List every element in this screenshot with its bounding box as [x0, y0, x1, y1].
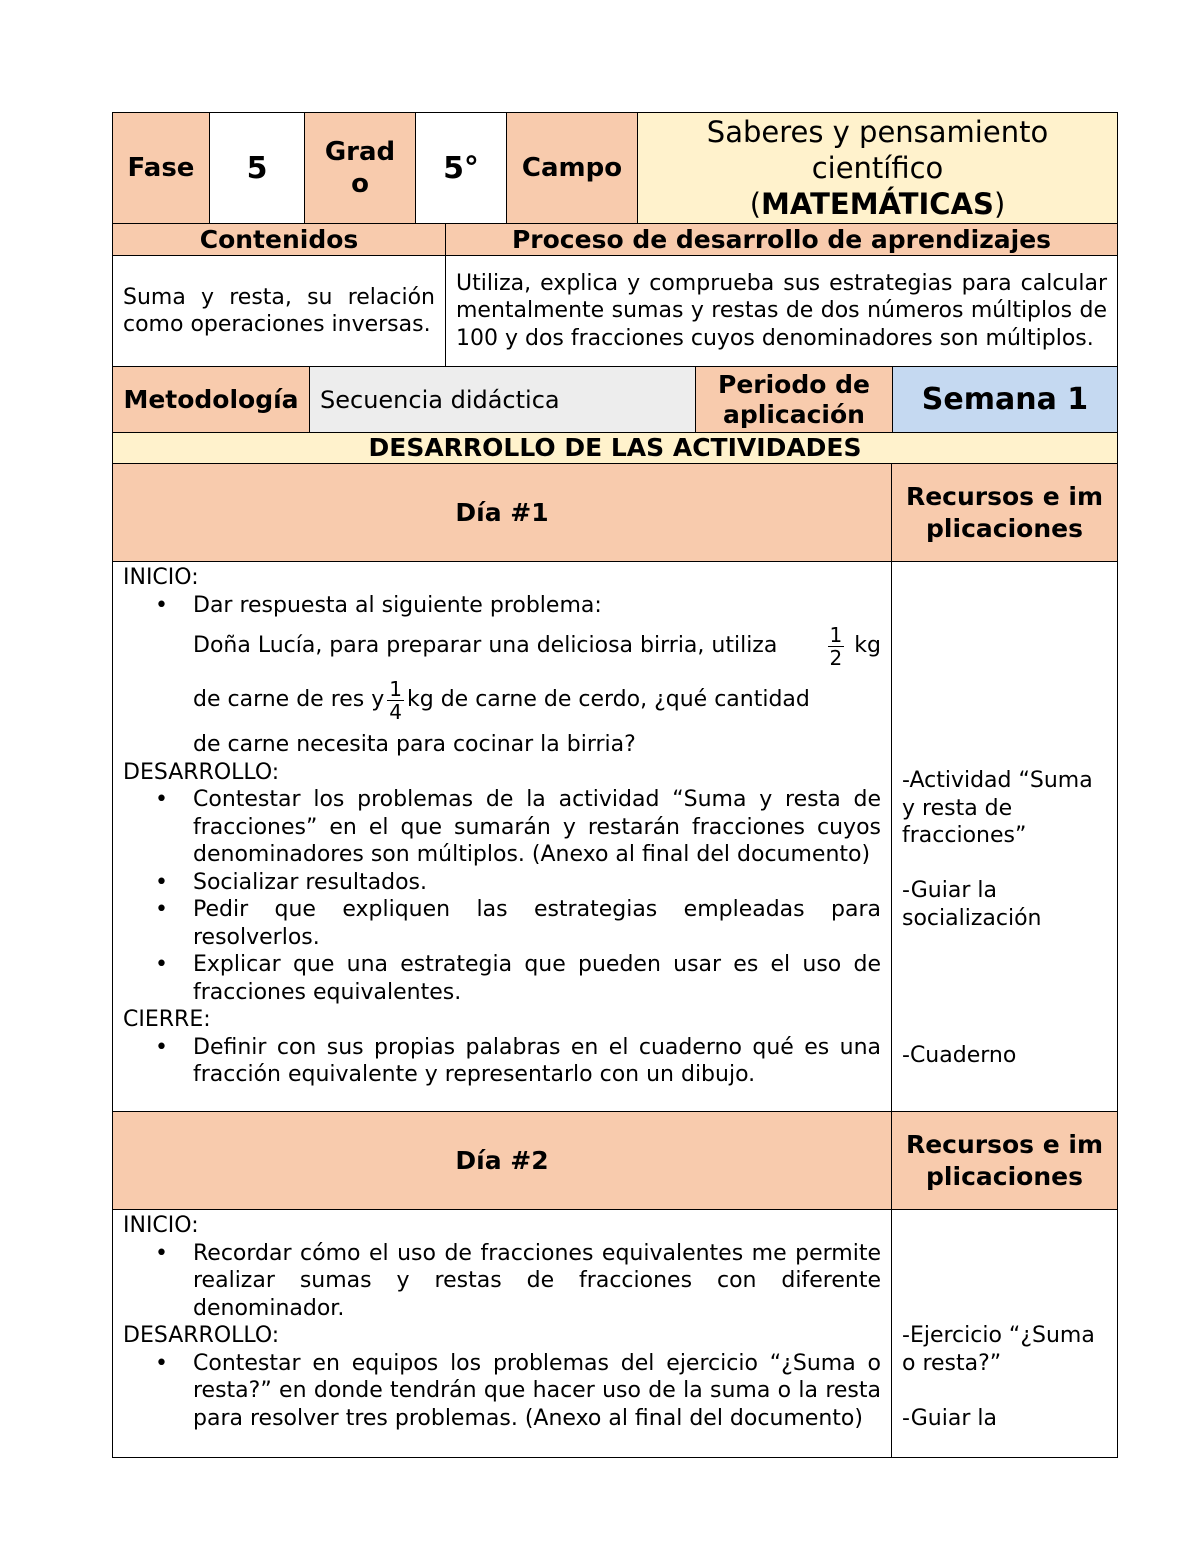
list-item: • Explicar que una estrategia que pueden usar es el uso de fracciones equivalentes. [193, 951, 881, 1006]
campo-subject: MATEMÁTICAS [761, 187, 994, 221]
list-item: • Dar respuesta al siguiente problema: [193, 592, 881, 620]
day2-content [113, 1210, 892, 1458]
day2-recursos [892, 1210, 1118, 1458]
frac1-num: 1 [829, 622, 843, 647]
desarrollo-title: DESARROLLO DE LAS ACTIVIDADES [113, 433, 1118, 464]
pda-header: Proceso de desarrollo de aprendizajes [446, 224, 1118, 256]
list-item: • Socializar resultados. [193, 869, 881, 897]
campo-value [638, 113, 1118, 224]
contenidos-text: Suma y resta, su relación como operaciones inversas. [113, 256, 446, 367]
problem-part3: de carne de res y [193, 687, 385, 712]
campo-label: Campo [507, 113, 638, 224]
day2-recurso-2: -Guiar la [902, 1405, 997, 1431]
day2-inicio-list [123, 1240, 881, 1323]
day1-content [113, 562, 892, 1112]
pda-text: Utiliza, explica y comprueba sus estrategias para calcular mentalmente sumas y restas de dos números múltiplos de 100 y dos fracciones cuyos denominadores son múltiplos. [446, 256, 1118, 367]
fraction-half [828, 624, 845, 669]
day1-recursos-header: Recursos e implicaciones [892, 464, 1118, 562]
day1-cierre-list [123, 1034, 881, 1089]
day2-desarrollo-label: DESARROLLO: [123, 1323, 280, 1348]
day1-desarrollo-list [123, 786, 881, 1006]
fase-value: 5 [210, 113, 305, 224]
contenidos-header: Contenidos [113, 224, 446, 256]
day1-problem [123, 619, 881, 759]
problem-line3: de carne necesita para cocinar la birria? [193, 732, 636, 757]
contenidos-table [112, 223, 1118, 367]
day1-inicio-label: INICIO: [123, 565, 199, 590]
day1-recursos [892, 562, 1118, 1112]
problem-part2: kg [854, 633, 881, 658]
campo-line3 [644, 186, 1111, 222]
list-item: • Definir con sus propias palabras en el cuaderno qué es una fracción equivalente y representarlo con un dibujo. [193, 1034, 881, 1089]
desarrollo-table [112, 432, 1118, 1458]
metodologia-value: Secuencia didáctica [310, 367, 696, 433]
fase-label: Fase [113, 113, 210, 224]
problem-line1 [193, 619, 881, 673]
grado-value: 5° [416, 113, 507, 224]
day1-desarrollo-label: DESARROLLO: [123, 759, 280, 785]
problem-part3-group [193, 673, 407, 727]
header-table [112, 112, 1118, 224]
day2-recurso-1: -Ejercicio “¿Suma o resta?” [902, 1323, 1095, 1376]
periodo-value: Semana 1 [893, 367, 1118, 433]
campo-open: ( [749, 187, 762, 221]
campo-line2: científico [811, 151, 944, 185]
problem-line2 [193, 673, 881, 727]
day1-cierre-label: CIERRE: [123, 1007, 211, 1032]
periodo-label: Periodo de aplicación [696, 367, 893, 433]
day2-desarrollo-list [123, 1350, 881, 1433]
metodologia-table [112, 366, 1118, 433]
fraction-quarter [387, 678, 404, 723]
day1-recurso-1: -Actividad “Suma y resta de fracciones” [902, 768, 1093, 848]
campo-line1: Saberes y pensamiento [706, 115, 1049, 149]
day2-inicio-label: INICIO: [123, 1213, 199, 1238]
problem-frac1-group [825, 619, 881, 673]
list-item: • Contestar los problemas de la actividad “Suma y resta de fracciones” en el que sumarán y restarán fracciones cuyos denominadores son múltiplos. (Anexo al final del documento) [193, 786, 881, 869]
day1-recurso-2: -Guiar la socialización [902, 878, 1042, 931]
campo-close: ) [993, 187, 1006, 221]
day1-title: Día #1 [113, 464, 892, 562]
grado-label: Grad o [305, 113, 416, 224]
metodologia-label: Metodología [113, 367, 310, 433]
frac1-den: 2 [829, 645, 843, 670]
list-item: • Pedir que expliquen las estrategias empleadas para resolverlos. [193, 896, 881, 951]
day1-inicio-list [123, 592, 881, 620]
day1-recurso-3: -Cuaderno [902, 1043, 1017, 1068]
frac2-den: 4 [389, 699, 402, 724]
frac2-num: 1 [389, 676, 402, 701]
day2-title: Día #2 [113, 1112, 892, 1210]
problem-part4: kg de carne de cerdo, ¿qué cantidad [407, 687, 810, 712]
list-item: • Contestar en equipos los problemas del ejercicio “¿Suma o resta?” en donde tendrán que hacer uso de la suma o la resta para resolver tres problemas. (Anexo al final del documento) [193, 1350, 881, 1433]
list-item: • Recordar cómo el uso de fracciones equivalentes me permite realizar sumas y restas de fracciones con diferente denominador. [193, 1240, 881, 1323]
day2-recursos-header: Recursos e implicaciones [892, 1112, 1118, 1210]
problem-part1: Doña Lucía, para preparar una deliciosa birria, utiliza [193, 633, 778, 658]
